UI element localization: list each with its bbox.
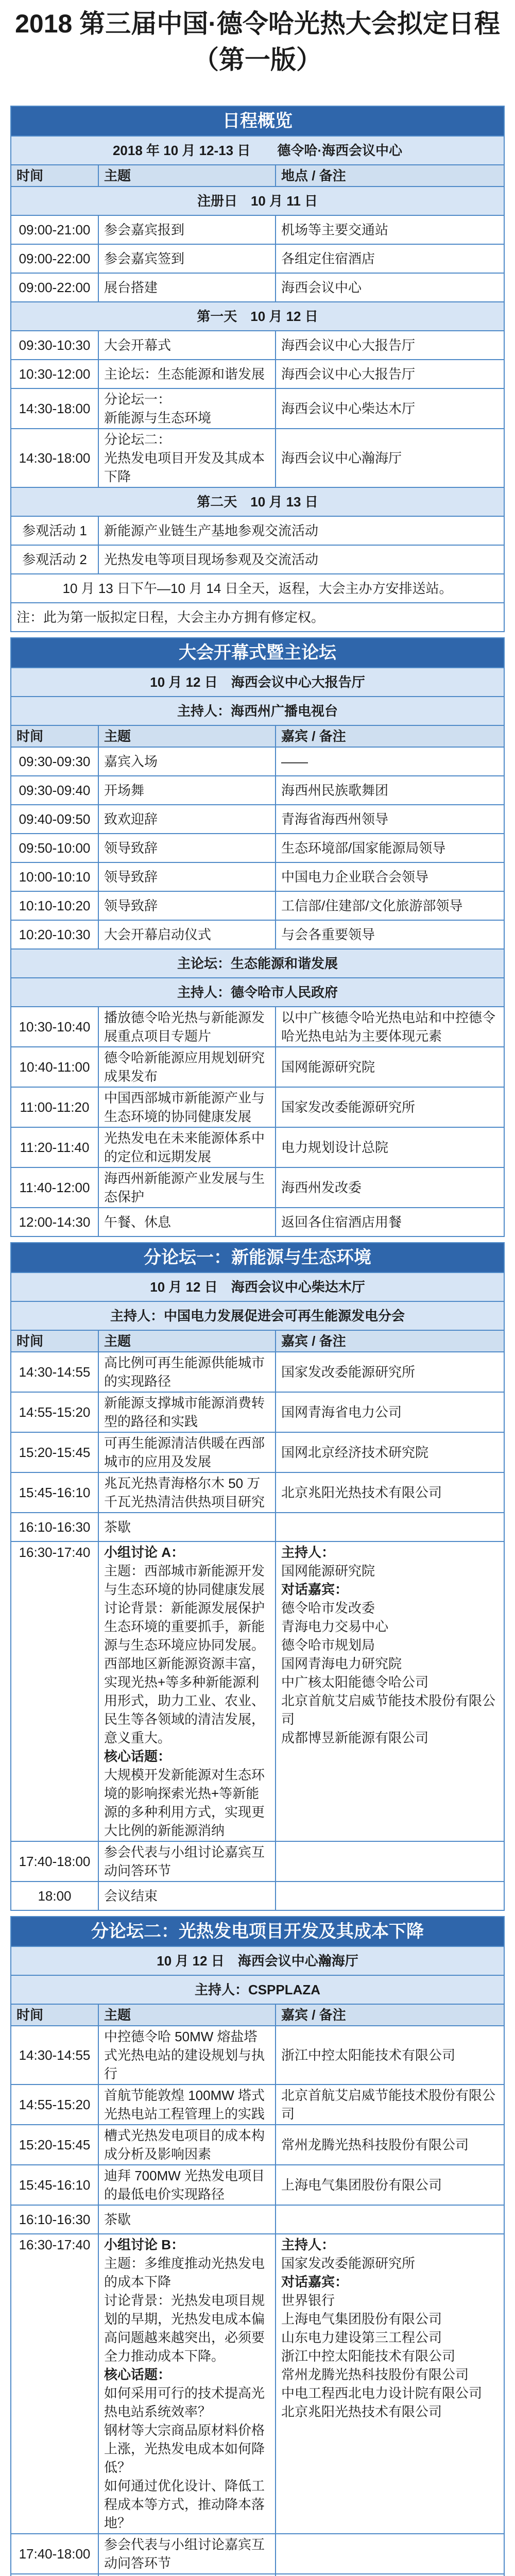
row-note: 北京兆阳光热技术有限公司 [276, 1472, 504, 1513]
row-time: 11:40-12:00 [11, 1167, 98, 1208]
row-topic: 参会嘉宾签到 [98, 244, 276, 273]
row-topic: 参会代表与小组讨论嘉宾互动问答环节 [98, 1841, 276, 1882]
col-time: 时间 [11, 1330, 98, 1352]
cell-line: 核心话题： [104, 1749, 171, 1764]
row-time: 10:00-10:10 [11, 862, 98, 891]
schedule-row [11, 2205, 504, 2234]
schedule-row [11, 2125, 504, 2165]
cell-line: 成都博昱新能源有限公司 [281, 1730, 428, 1745]
schedule-row [11, 429, 504, 487]
cell-line: 主题：多维度推动光热发电的成本下降 [104, 2256, 265, 2290]
row-time: 15:20-15:45 [11, 1432, 98, 1472]
row-topic: 中控德令哈 50MW 熔盐塔式光热电站的建设规划与执行 [98, 2026, 276, 2084]
row-note: 北京首航艾启威节能技术股份有限公司 [276, 2084, 504, 2125]
row-topic: 午餐、休息 [98, 1208, 276, 1236]
group-a-guests [276, 1541, 504, 1841]
row-note: 海西州发改委 [276, 1167, 504, 1208]
schedule-row [11, 388, 504, 429]
schedule-row [11, 516, 504, 545]
schedule-row [11, 776, 504, 805]
row-topic: 嘉宾入场 [98, 747, 276, 776]
forum-two-host: 主持人：CSPPLAZA [11, 1975, 504, 2004]
row-note [276, 2205, 504, 2234]
col-guest: 嘉宾 / 备注 [276, 725, 504, 747]
schedule-row [11, 1392, 504, 1432]
schedule-row [11, 1047, 504, 1087]
forum-one-closing-rows [11, 1841, 504, 1910]
schedule-row [11, 360, 504, 388]
row-note: 国家发改委能源研究所 [276, 1087, 504, 1127]
row-time: 14:30-18:00 [11, 429, 98, 487]
col-time: 时间 [11, 725, 98, 747]
cell-line: 青海电力交易中心 [281, 1619, 388, 1634]
col-guest: 嘉宾 / 备注 [276, 1330, 504, 1352]
group-b-time: 16:30-17:40 [11, 2234, 98, 2534]
forum-one-host: 主持人：中国电力发展促进会可再生能源发电分会 [11, 1301, 504, 1330]
cell-line: 山东电力建设第三工程公司 [281, 2330, 442, 2345]
row-time: 14:30-18:00 [11, 388, 98, 429]
col-topic: 主题 [98, 165, 276, 187]
row-topic: 首航节能敦煌 100MW 塔式光热电站工程管理上的实践 [98, 2084, 276, 2125]
row-topic: 茶歇 [98, 1513, 276, 1541]
cell-line: 国网青海电力研究院 [281, 1656, 402, 1671]
schedule-row [11, 1841, 504, 1882]
row-note: 国网北京经济技术研究院 [276, 1432, 504, 1472]
cell-line: 对话嘉宾： [281, 2274, 348, 2290]
day-two: 第二天 10 月 13 日 [11, 487, 504, 516]
cell-line: 小组讨论 B： [104, 2237, 184, 2252]
col-time: 时间 [11, 2004, 98, 2026]
row-note: 海西会议中心瀚海厅 [276, 429, 504, 487]
row-note: 海西会议中心大报告厅 [276, 360, 504, 388]
row-time: 10:30-10:40 [11, 1007, 98, 1047]
group-a-time: 16:30-17:40 [11, 1541, 98, 1841]
document-header [0, 0, 515, 106]
row-time: 18:00 [11, 1882, 98, 1910]
row-time: 参观活动 1 [11, 516, 98, 545]
row-time: 09:50-10:00 [11, 834, 98, 862]
cell-line: 讨论背景：新能源发展保护生态环境的重要抓手，新能源与生态环境应协同发展。西部地区新能源资源丰富，实现光热+等多种新能源利用形式，助力工业、农业、民生等各领域的清洁发展，意义重大。 [104, 1600, 265, 1745]
schedule-row [11, 747, 504, 776]
row-time: 09:40-09:50 [11, 805, 98, 834]
schedule-row [11, 1352, 504, 1392]
overview-title: 日程概览 [11, 106, 504, 136]
row-time: 16:10-16:30 [11, 2205, 98, 2234]
document-title: 2018 第三届中国·德令哈光热大会拟定日程 [15, 9, 500, 38]
forum-one-title: 分论坛一：新能源与生态环境 [11, 1243, 504, 1273]
row-topic: 领导致辞 [98, 834, 276, 862]
schedule-row [11, 920, 504, 949]
row-time: 17:40-18:00 [11, 2534, 98, 2574]
row-time: 11:00-11:20 [11, 1087, 98, 1127]
forum-one-venue: 10 月 12 日 海西会议中心柴达木厅 [11, 1273, 504, 1301]
row-note: 以中广核德令哈光热电站和中控德令哈光热电站为主要体现元素 [276, 1007, 504, 1047]
schedule-row [11, 1167, 504, 1208]
row-time: 17:40-18:00 [11, 1841, 98, 1882]
cell-line: 浙江中控太阳能技术有限公司 [281, 2348, 455, 2364]
row-topic: 主论坛：生态能源和谐发展 [98, 360, 276, 388]
row-topic: 高比例可再生能源供能城市的实现路径 [98, 1352, 276, 1392]
row-note: 生态环境部/国家能源局领导 [276, 834, 504, 862]
schedule-row [11, 1432, 504, 1472]
row-note [276, 1513, 504, 1541]
col-time: 时间 [11, 165, 98, 187]
cell-line: 主持人： [281, 2237, 335, 2252]
col-guest: 嘉宾 / 备注 [276, 2004, 504, 2026]
cell-line: 北京首航艾启威节能技术股份有限公司 [281, 1693, 495, 1727]
row-topic: 中国西部城市新能源产业与生态环境的协同健康发展 [98, 1087, 276, 1127]
col-topic: 主题 [98, 725, 276, 747]
row-note: 海西会议中心柴达木厅 [276, 388, 504, 429]
schedule-row [11, 805, 504, 834]
row-topic: 德令哈新能源应用规划研究成果发布 [98, 1047, 276, 1087]
cell-line: 中电工程西北电力设计院有限公司 [281, 2385, 482, 2401]
forum-two-table [10, 1916, 505, 2576]
schedule-row [11, 331, 504, 360]
main-forum-rows [11, 1007, 504, 1236]
overview-table [10, 106, 505, 632]
schedule-row [11, 244, 504, 273]
row-note: 工信部/住建部/文化旅游部领导 [276, 891, 504, 920]
cell-line: 钢材等大宗商品原材料价格上涨，光热发电成本如何降低？ [104, 2422, 265, 2475]
row-time: 14:55-15:20 [11, 2084, 98, 2125]
cell-line: 主题：西部城市新能源开发与生态环境的协同健康发展 [104, 1563, 265, 1597]
row-note: 国网能源研究院 [276, 1047, 504, 1087]
col-note: 地点 / 备注 [276, 165, 504, 187]
row-time: 11:20-11:40 [11, 1127, 98, 1167]
row-note: 海西州民族歌舞团 [276, 776, 504, 805]
cell-line: 上海电气集团股份有限公司 [281, 2311, 442, 2327]
row-note: 青海省海西州领导 [276, 805, 504, 834]
schedule-row [11, 1087, 504, 1127]
cell-line: 对话嘉宾： [281, 1582, 348, 1597]
row-time: 12:00-14:30 [11, 1208, 98, 1236]
row-note: —— [276, 747, 504, 776]
row-note: 常州龙腾光热科技股份有限公司 [276, 2125, 504, 2165]
row-time: 09:30-09:30 [11, 747, 98, 776]
row-topic: 分论坛二： 光热发电项目开发及其成本下降 [98, 429, 276, 487]
schedule-row [11, 1472, 504, 1513]
row-note: 机场等主要交通站 [276, 215, 504, 244]
schedule-row [11, 2165, 504, 2205]
schedule-row [11, 2026, 504, 2084]
schedule-row [11, 1007, 504, 1047]
row-time: 10:20-10:30 [11, 920, 98, 949]
schedule-row [11, 2084, 504, 2125]
row-time [11, 2574, 98, 2576]
row-topic: 领导致辞 [98, 891, 276, 920]
day-registration: 注册日 10 月 11 日 [11, 187, 504, 215]
row-topic: 播放德令哈光热与新能源发展重点项目专题片 [98, 1007, 276, 1047]
row-note: 与会各重要领导 [276, 920, 504, 949]
schedule-row [11, 834, 504, 862]
col-topic: 主题 [98, 2004, 276, 2026]
row-topic: 会议结束 [98, 1882, 276, 1910]
row-time: 09:30-10:30 [11, 331, 98, 360]
row-topic: 光热发电在未来能源体系中的定位和远期发展 [98, 1127, 276, 1167]
row-time: 09:30-09:40 [11, 776, 98, 805]
forum-two-title: 分论坛二：光热发电项目开发及其成本下降 [11, 1917, 504, 1946]
row-topic: 新能源产业链生产基地参观交流活动 [98, 516, 504, 545]
row-time: 10:30-12:00 [11, 360, 98, 388]
schedule-row [11, 1513, 504, 1541]
row-time: 09:00-22:00 [11, 273, 98, 302]
schedule-row [11, 862, 504, 891]
row-note [276, 2534, 504, 2574]
group-a-discussion [98, 1541, 276, 1841]
row-time: 09:00-21:00 [11, 215, 98, 244]
cell-line: 世界银行 [281, 2293, 335, 2308]
row-topic: 新能源支撑城市能源消费转型的路径和实践 [98, 1392, 276, 1432]
day-one: 第一天 10 月 12 日 [11, 302, 504, 331]
cell-line: 国网能源研究院 [281, 1563, 375, 1579]
row-time: 09:00-22:00 [11, 244, 98, 273]
cell-line: 如何通过优化设计、降低工程成本等方式，推动降本落地？ [104, 2478, 265, 2531]
group-b-discussion [98, 2234, 276, 2534]
schedule-row [11, 891, 504, 920]
cell-line: 北京兆阳光热技术有限公司 [281, 2404, 442, 2419]
row-topic: 迪拜 700MW 光热发电项目的最低电价实现路径 [98, 2165, 276, 2205]
overview-date-line: 2018 年 10 月 12-13 日 德令哈·海西会议中心 [11, 136, 504, 165]
row-topic: 致欢迎辞 [98, 805, 276, 834]
cell-line: 如何采用可行的技术提高光热电站系统效率？ [104, 2385, 265, 2419]
cell-line: 常州龙腾光热科技股份有限公司 [281, 2367, 469, 2382]
row-topic: 海西州新能源产业发展与生态保护 [98, 1167, 276, 1208]
row-topic [98, 2574, 276, 2576]
row-note [276, 2574, 504, 2576]
cell-line: 德令哈市发改委 [281, 1600, 375, 1616]
schedule-row [11, 1127, 504, 1167]
day-one-rows [11, 331, 504, 487]
schedule-row [11, 215, 504, 244]
cell-line: 主持人： [281, 1545, 335, 1560]
overview-note: 注：此为第一版拟定日程，大会主办方拥有修定权。 [11, 603, 504, 632]
row-topic: 分论坛一： 新能源与生态环境 [98, 388, 276, 429]
row-time: 14:55-15:20 [11, 1392, 98, 1432]
registration-rows [11, 215, 504, 302]
row-note: 上海电气集团股份有限公司 [276, 2165, 504, 2205]
row-time: 10:10-10:20 [11, 891, 98, 920]
opening-table [10, 637, 505, 1237]
row-topic: 兆瓦光热青海格尔木 50 万千瓦光热清洁供热项目研究 [98, 1472, 276, 1513]
row-topic: 茶歇 [98, 2205, 276, 2234]
schedule-row [11, 2534, 504, 2574]
cell-line: 讨论背景：光热发电项目规划的早期，光热发电成本偏高问题越来越突出，必须要全力推动成本下降。 [104, 2293, 265, 2364]
row-note: 国家发改委能源研究所 [276, 1352, 504, 1392]
cell-line: 中广核太阳能德令哈公司 [281, 1674, 428, 1690]
row-topic: 开场舞 [98, 776, 276, 805]
schedule-row [11, 1208, 504, 1236]
forum-two-closing-rows [11, 2534, 504, 2576]
row-topic: 光热发电等项目现场参观及交流活动 [98, 545, 504, 574]
row-note [276, 1882, 504, 1910]
row-topic: 参会嘉宾报到 [98, 215, 276, 244]
forum-one-rows [11, 1352, 504, 1541]
schedule-row [11, 2574, 504, 2576]
main-forum-title: 主论坛：生态能源和谐发展 [11, 949, 504, 978]
opening-title: 大会开幕式暨主论坛 [11, 638, 504, 668]
row-note: 海西会议中心大报告厅 [276, 331, 504, 360]
row-note: 中国电力企业联合会领导 [276, 862, 504, 891]
group-b-guests [276, 2234, 504, 2534]
row-note: 浙江中控太阳能技术有限公司 [276, 2026, 504, 2084]
cell-line: 国家发改委能源研究所 [281, 2256, 415, 2271]
forum-two-rows [11, 2026, 504, 2234]
row-topic: 可再生能源清洁供暖在西部城市的应用及发展 [98, 1432, 276, 1472]
schedule-row [11, 273, 504, 302]
row-topic: 参会代表与小组讨论嘉宾互动问答环节 [98, 2534, 276, 2574]
row-time: 14:30-14:55 [11, 1352, 98, 1392]
cell-line: 大规模开发新能源对生态环境的影响探索光热+等新能源的多种利用方式，实现更大比例的新能源消纳 [104, 1767, 265, 1838]
row-note: 返回各住宿酒店用餐 [276, 1208, 504, 1236]
row-time: 15:45-16:10 [11, 2165, 98, 2205]
row-time: 14:30-14:55 [11, 2026, 98, 2084]
forum-two-venue: 10 月 12 日 海西会议中心瀚海厅 [11, 1946, 504, 1975]
day-two-rows [11, 516, 504, 574]
row-time: 15:20-15:45 [11, 2125, 98, 2165]
col-topic: 主题 [98, 1330, 276, 1352]
cell-line: 小组讨论 A： [104, 1545, 184, 1560]
row-note [276, 1841, 504, 1882]
cell-line: 德令哈市规划局 [281, 1637, 375, 1653]
main-forum-host: 主持人：德令哈市人民政府 [11, 978, 504, 1007]
row-note: 海西会议中心 [276, 273, 504, 302]
row-time: 15:45-16:10 [11, 1472, 98, 1513]
departure-note: 10 月 13 日下午—10 月 14 日全天，返程，大会主办方安排送站。 [11, 574, 504, 603]
opening-rows [11, 747, 504, 949]
row-topic: 大会开幕启动仪式 [98, 920, 276, 949]
row-topic: 展台搭建 [98, 273, 276, 302]
schedule-row [11, 545, 504, 574]
forum-one-table [10, 1242, 505, 1911]
row-topic: 大会开幕式 [98, 331, 276, 360]
opening-host: 主持人：海西州广播电视台 [11, 697, 504, 725]
cell-line: 核心话题： [104, 2367, 171, 2382]
row-note: 各组定住宿酒店 [276, 244, 504, 273]
row-topic: 领导致辞 [98, 862, 276, 891]
row-time: 16:10-16:30 [11, 1513, 98, 1541]
opening-venue: 10 月 12 日 海西会议中心大报告厅 [11, 668, 504, 697]
row-time: 10:40-11:00 [11, 1047, 98, 1087]
schedule-row [11, 1882, 504, 1910]
row-note: 电力规划设计总院 [276, 1127, 504, 1167]
row-topic: 槽式光热发电项目的成本构成分析及影响因素 [98, 2125, 276, 2165]
row-note: 国网青海省电力公司 [276, 1392, 504, 1432]
document-subtitle: （第一版） [193, 45, 322, 74]
row-time: 参观活动 2 [11, 545, 98, 574]
